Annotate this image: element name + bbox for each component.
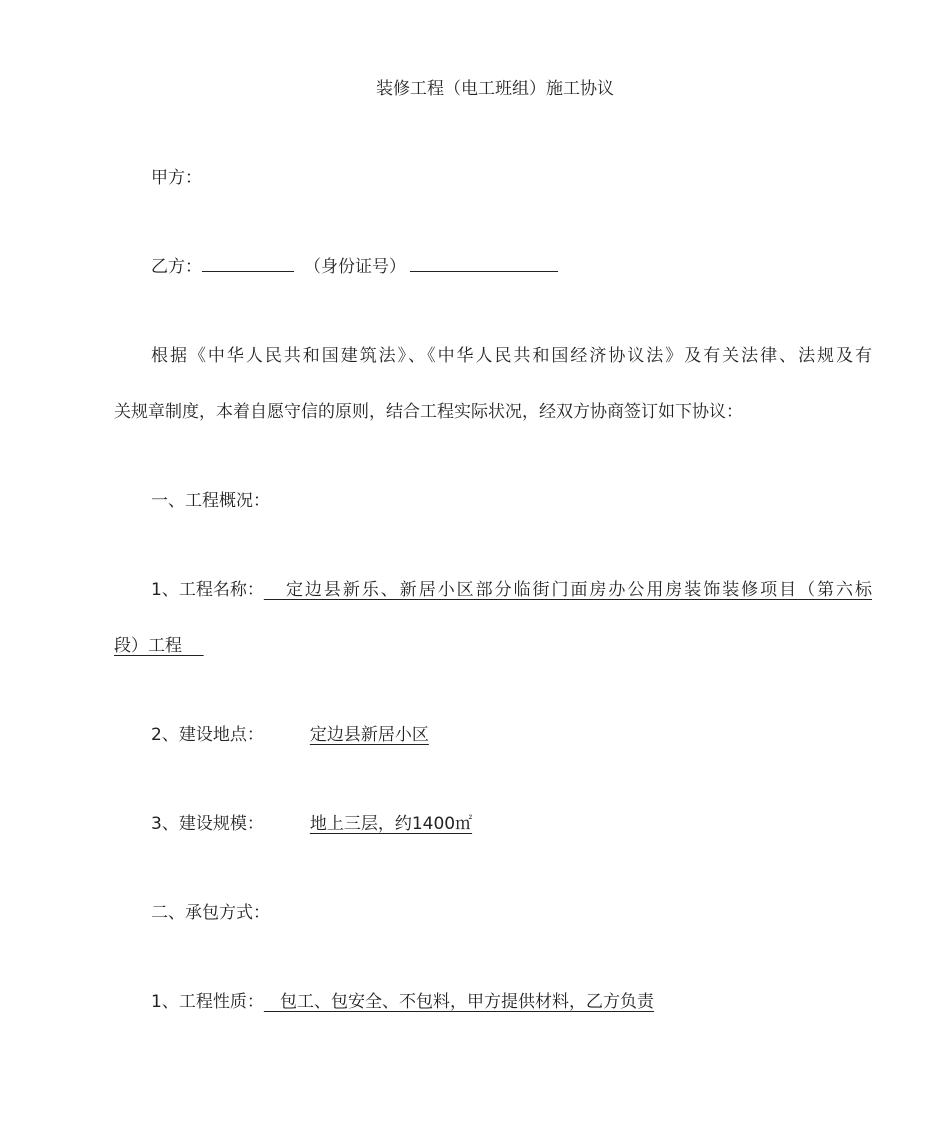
document-title: 装修工程（电工班组）施工协议 xyxy=(376,79,614,99)
construction-site-value xyxy=(264,723,567,747)
project-name-line-1 xyxy=(151,578,872,602)
construction-site-label: 2、建设地点： xyxy=(151,725,264,745)
project-nature-line xyxy=(151,990,654,1014)
party-b-name-blank xyxy=(202,255,294,272)
party-a-line: 甲方： xyxy=(151,168,202,188)
construction-site-line xyxy=(151,723,567,747)
party-b-line xyxy=(151,255,558,279)
project-nature-value: 包工、包安全、不包料，甲方提供材料，乙方负责 xyxy=(263,992,655,1012)
id-number-label: （身份证号） xyxy=(304,257,406,277)
party-b-label: 乙方： xyxy=(151,257,202,277)
id-number-blank xyxy=(410,255,558,272)
construction-scale-line xyxy=(151,812,586,836)
intro-line-1: 根据《中华人民共和国建筑法》、《中华人民共和国经济协议法》及有关法律、法规及有 xyxy=(151,346,872,366)
construction-scale-label: 3、建设规模： xyxy=(151,814,264,834)
section-2-heading: 二、承包方式： xyxy=(151,903,270,923)
project-name-value-1: 定边县新乐、新居小区部分临街门面房办公用房装饰装修项目（第六标 xyxy=(263,580,872,600)
project-name-label: 1、工程名称： xyxy=(151,580,264,600)
project-name-value-2: 段）工程 xyxy=(114,636,204,656)
construction-site-text: 定边县新居小区 xyxy=(309,725,429,745)
construction-scale-text: 地上三层，约1400㎡ xyxy=(309,814,473,834)
construction-scale-value xyxy=(264,812,586,836)
intro-line-2: 关规章制度，本着自愿守信的原则，结合工程实际状况，经双方协商签订如下协议： xyxy=(114,402,743,422)
project-nature-label: 1、工程性质： xyxy=(151,992,264,1012)
section-1-heading: 一、工程概况： xyxy=(151,491,270,511)
